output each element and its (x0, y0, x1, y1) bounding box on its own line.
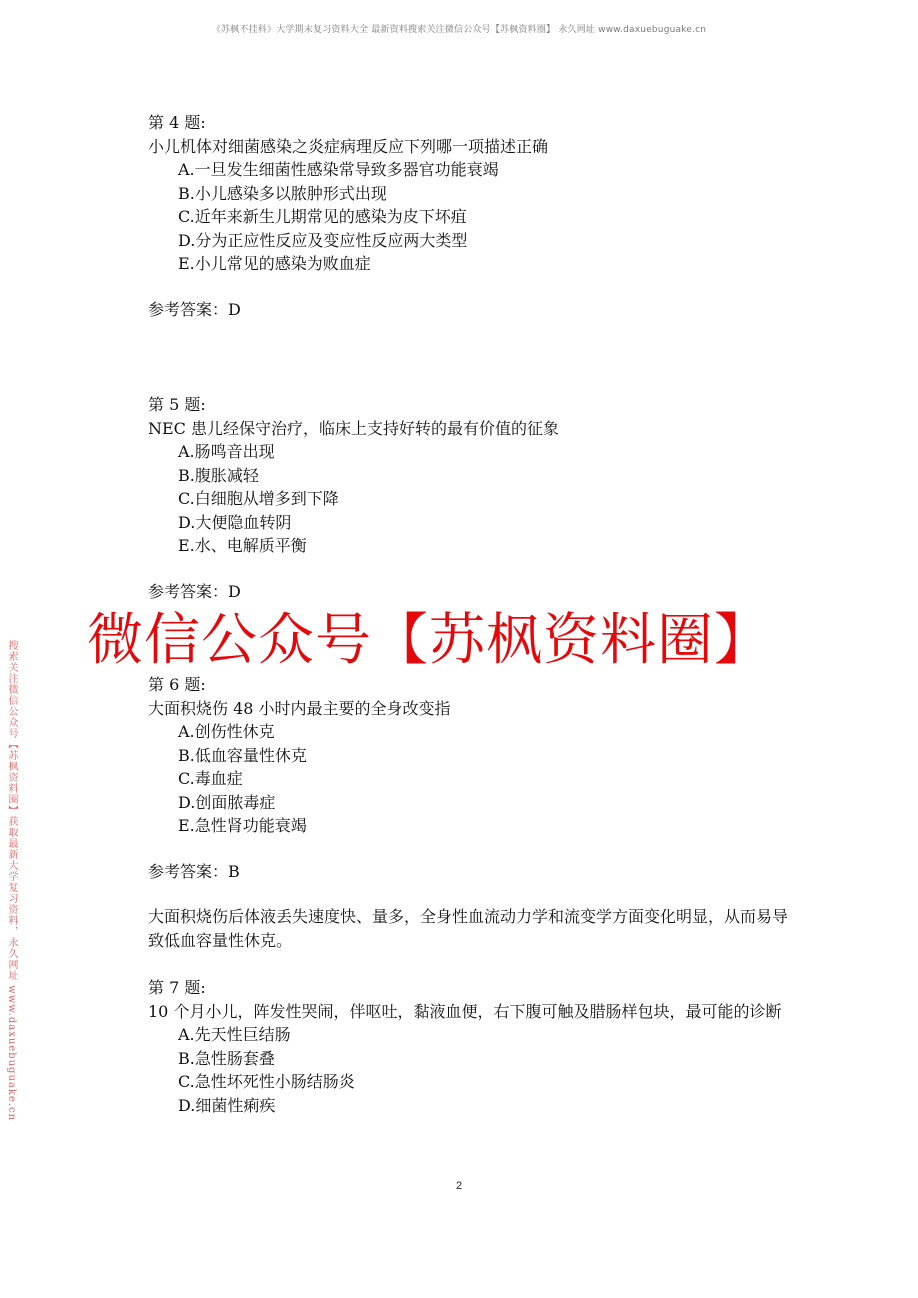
question-title: 第 6 题: (148, 675, 206, 694)
question-stem: 大面积烧伤 48 小时内最主要的全身改变指 (148, 698, 451, 718)
watermark-banner: 微信公众号【苏枫资料圈】 (87, 608, 771, 673)
reference-answer: 参考答案：D (148, 299, 241, 319)
option-a: A.一旦发生细菌性感染常导致多器官功能衰竭 (178, 160, 499, 179)
option-a: A.先天性巨结肠 (178, 1025, 291, 1044)
reference-answer: 参考答案：D (148, 581, 241, 601)
option-a: A.肠鸣音出现 (178, 442, 275, 461)
option-c: C.近年来新生儿期常见的感染为皮下坏疽 (178, 207, 467, 226)
page-number: 2 (455, 1180, 463, 1192)
answer-explanation: 大面积烧伤后体液丢失速度快、量多，全身性血流动力学和流变学方面变化明显，从而易导致低血容量性休克。 (148, 907, 789, 950)
page-header: 《苏枫不挂科》大学期末复习资料大全 最新资料搜索关注微信公众号【苏枫资料圈】 永久网址 www.daxuebuguake.cn (211, 25, 707, 35)
question-4 (148, 111, 788, 321)
option-d: D.大便隐血转阴 (178, 512, 292, 532)
question-title: 第 7 题: (148, 978, 206, 997)
option-d: D.细菌性痢疾 (178, 1095, 276, 1115)
option-c: C.白细胞从增多到下降 (178, 489, 339, 508)
option-c: C.急性坏死性小肠结肠炎 (178, 1072, 355, 1091)
question-5 (148, 393, 788, 603)
option-c: C.毒血症 (178, 769, 243, 788)
question-title: 第 5 题: (148, 395, 206, 414)
question-title: 第 4 题: (148, 113, 206, 132)
question-6 (148, 673, 788, 952)
option-d: D.分为正应性反应及变应性反应两大类型 (178, 230, 468, 250)
question-stem: 10 个月小儿，阵发性哭闹，伴呕吐，黏液血便，右下腹可触及腊肠样包块，最可能的诊断 (148, 1001, 782, 1021)
option-e: E.小儿常见的感染为败血症 (178, 254, 371, 273)
question-7 (148, 976, 788, 1117)
option-b: B.低血容量性休克 (178, 745, 307, 765)
option-b: B.小儿感染多以脓肿形式出现 (178, 183, 387, 203)
option-e: E.急性肾功能衰竭 (178, 816, 307, 835)
option-b: B.腹胀减轻 (178, 465, 259, 485)
side-watermark: 搜索关注微信公众号【苏枫资料圈】获取最新大学复习资料，永久网址 www.daxuebuguake.cn (6, 640, 17, 1122)
option-d: D.创面脓毒症 (178, 792, 276, 812)
option-a: A.创伤性休克 (178, 722, 275, 741)
reference-answer: 参考答案：B (148, 861, 240, 881)
question-stem: NEC 患儿经保守治疗，临床上支持好转的最有价值的征象 (148, 418, 560, 438)
option-e: E.水、电解质平衡 (178, 536, 307, 555)
question-stem: 小儿机体对细菌感染之炎症病理反应下列哪一项描述正确 (148, 136, 549, 156)
option-b: B.急性肠套叠 (178, 1048, 275, 1068)
